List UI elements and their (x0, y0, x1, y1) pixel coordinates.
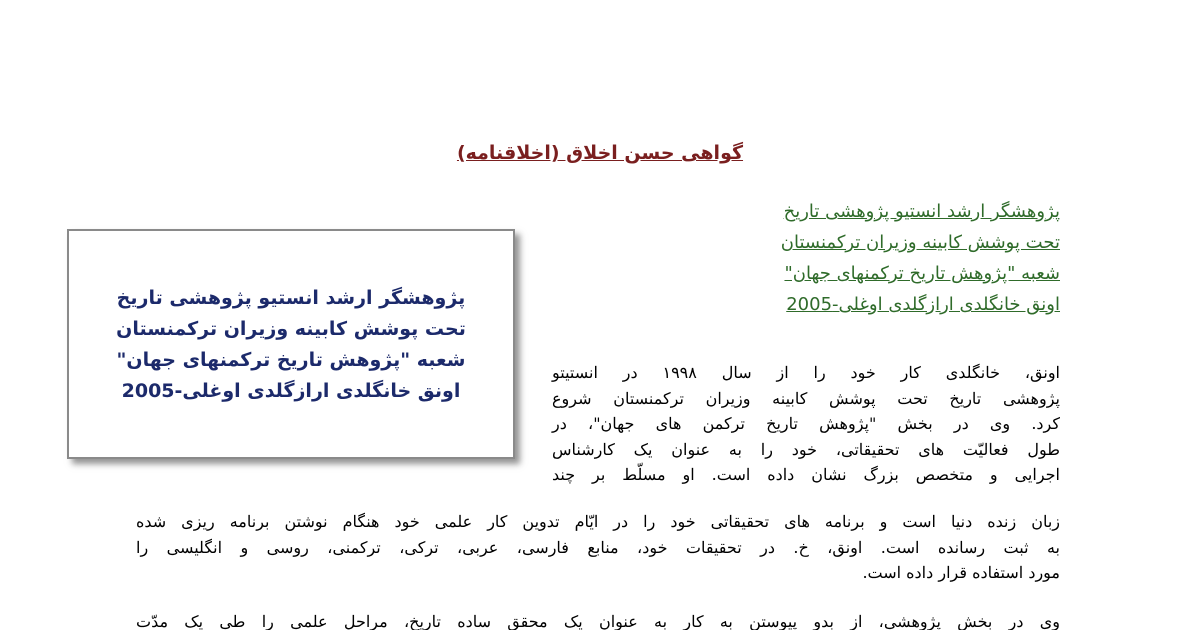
text-line: وی در بخش پژوهشی، از بدو پیوستن به کار به عنوان یک محقق ساده تاریخ، مراحل علمی را طی یک مدّت (136, 612, 1060, 630)
callout-text (79, 283, 503, 407)
credential-line: شعبه "پژوهش تاریخ ترکمنهای جهان" (784, 263, 1060, 284)
text-line: زبان زنده دنیا است و برنامه های تحقیقاتی خود را در ایّام تدوین کار علمی خود هنگام نوشتن برنامه ریزی شده (136, 512, 1060, 531)
text-line: کرد. وی در بخش "پژوهش تاریخ ترکمن های جهان"، در (552, 414, 1060, 433)
paragraph-1-narrow (552, 360, 1060, 488)
paragraph-2 (136, 609, 1060, 630)
text-line: اجرایی و متخصص بزرگ نشان داده است. او مسلّط بر چند (552, 465, 1060, 484)
text-line: مورد استفاده قرار داده است. (862, 563, 1060, 582)
paragraph-1-wide (136, 509, 1060, 586)
callout-line: اونق خانگلدی ارازگلدی اوغلی-2005 (121, 380, 461, 402)
credential-line: اونق خانگلدی ارازگلدی اوغلی-2005 (786, 294, 1060, 315)
text-line: پژوهشی تاریخ تحت پوشش کابینه وزیران ترکمنستان شروع (552, 388, 1060, 408)
text-line: طول فعالیّت های تحقیقاتی، خود را به عنوان یک کارشناس (552, 439, 1061, 459)
document-title: گواهی حسن اخلاق (اخلاقنامه) (456, 142, 744, 164)
author-credentials-heading (660, 196, 1060, 320)
text-line: اونق، خانگلدی کار خود را از سال ۱۹۹۸ در انستیتو (552, 363, 1060, 382)
credential-line: پژوهشگر ارشد انستیو پژوهشی تاریخ (783, 201, 1060, 222)
text-line: به ثبت رسانده است. اونق، خ. در تحقیقات خود، منابع فارسی، عربی، ترکی، ترکمنی، روسی و انگلیسی را (136, 537, 1060, 557)
callout-line: تحت پوشش کابینه وزیران ترکمنستان (116, 318, 466, 340)
callout-line: شعبه "پژوهش تاریخ ترکمنهای جهان" (116, 349, 466, 371)
callout-box (67, 229, 515, 459)
callout-line: پژوهشگر ارشد انستیو پژوهشی تاریخ (116, 287, 466, 309)
credential-line: تحت پوشش کابینه وزیران ترکمنستان (780, 232, 1060, 253)
